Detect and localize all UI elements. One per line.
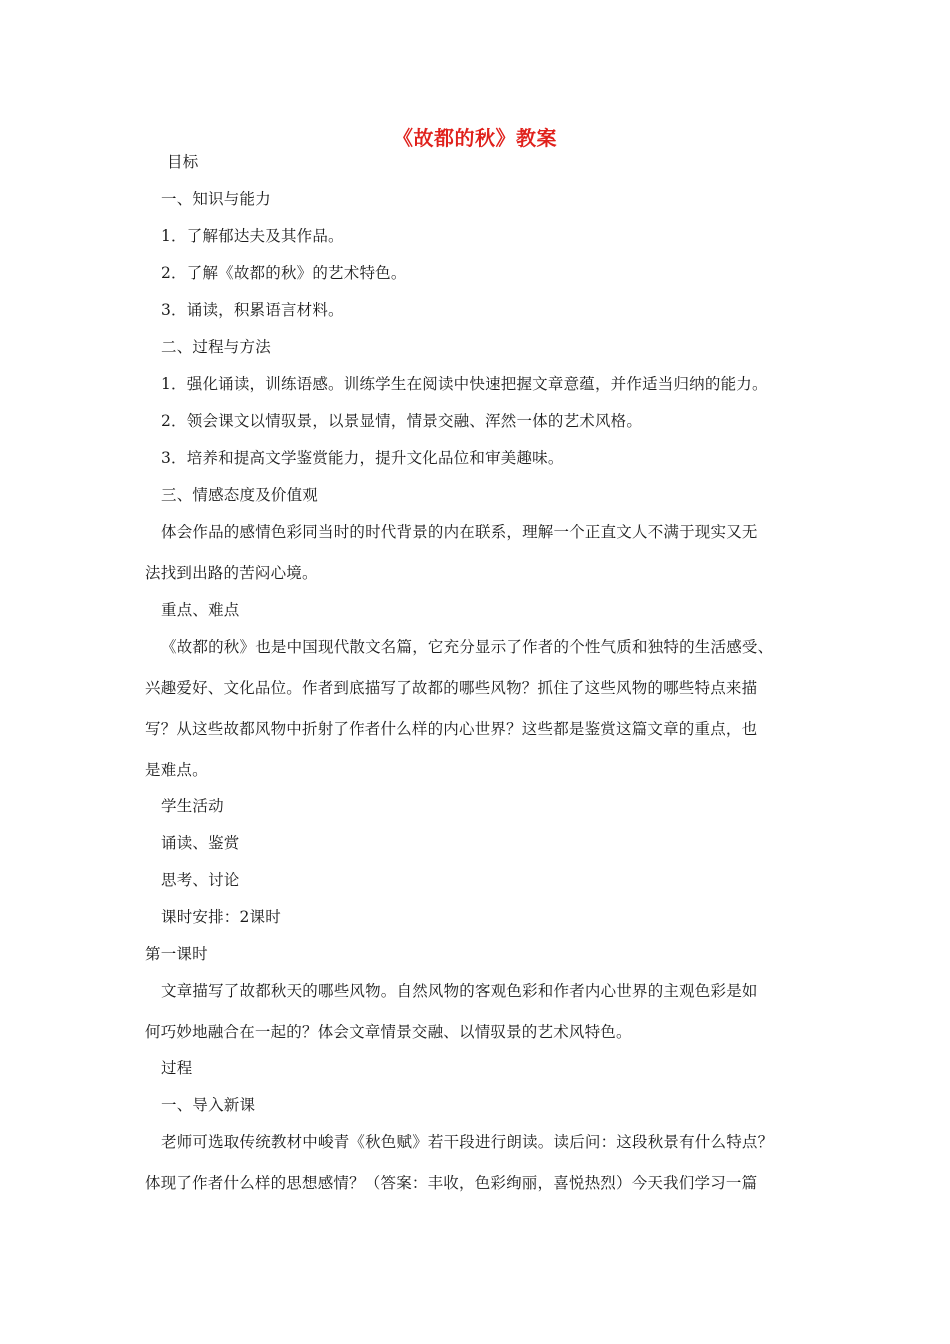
- list-item: 1．强化诵读，训练语感。训练学生在阅读中快速把握文章意蕴，并作适当归纳的能力。: [161, 375, 768, 393]
- list-item: 3．培养和提高文学鉴赏能力，提升文化品位和审美趣味。: [161, 449, 564, 467]
- paragraph-line: 老师可选取传统教材中峻青《秋色赋》若干段进行朗读。读后问：这段秋景有什么特点？: [161, 1133, 774, 1151]
- paragraph-line: 思考、讨论: [161, 871, 240, 889]
- paragraph-line: 文章描写了故都秋天的哪些风物。自然风物的客观色彩和作者内心世界的主观色彩是如: [161, 982, 758, 1000]
- list-item: 2．领会课文以情驭景，以景显情，情景交融、浑然一体的艺术风格。: [161, 412, 643, 430]
- paragraph-line: 体现了作者什么样的思想感情？（答案：丰收，色彩绚丽，喜悦热烈）今天我们学习一篇: [145, 1174, 758, 1192]
- section-heading: 重点、难点: [161, 601, 240, 619]
- paragraph-line: 何巧妙地融合在一起的？体会文章情景交融、以情驭景的艺术风特色。: [145, 1023, 632, 1041]
- list-item: 3．诵读，积累语言材料。: [161, 301, 344, 319]
- paragraph-line: 是难点。: [145, 761, 208, 779]
- section-heading: 过程: [161, 1059, 193, 1077]
- paragraph-line: 《故都的秋》也是中国现代散文名篇，它充分显示了作者的个性气质和独特的生活感受、: [161, 638, 774, 656]
- section-heading: 二、过程与方法: [161, 338, 271, 356]
- paragraph-line: 体会作品的感情色彩同当时的时代背景的内在联系，理解一个正直文人不满于现实又无: [161, 523, 758, 541]
- section-heading: 第一课时: [145, 945, 208, 963]
- section-heading: 一、导入新课: [161, 1096, 256, 1114]
- paragraph-line: 写？从这些故都风物中折射了作者什么样的内心世界？这些都是鉴赏这篇文章的重点，也: [145, 720, 758, 738]
- paragraph-line: 法找到出路的苦闷心境。: [145, 564, 318, 582]
- section-heading: 三、情感态度及价值观: [161, 486, 319, 504]
- list-item: 2．了解《故都的秋》的艺术特色。: [161, 264, 407, 282]
- paragraph-line: 兴趣爱好、文化品位。作者到底描写了故都的哪些风物？抓住了这些风物的哪些特点来描: [145, 679, 758, 697]
- paragraph-line: 诵读、鉴赏: [161, 834, 240, 852]
- section-heading: 学生活动: [161, 797, 224, 815]
- section-heading: 一、知识与能力: [161, 190, 271, 208]
- heading-objectives: 目标: [167, 153, 199, 171]
- list-item: 1．了解郁达夫及其作品。: [161, 227, 344, 245]
- paragraph-line: 课时安排：2课时: [161, 908, 281, 926]
- document-title: 《故都的秋》教案: [393, 126, 557, 150]
